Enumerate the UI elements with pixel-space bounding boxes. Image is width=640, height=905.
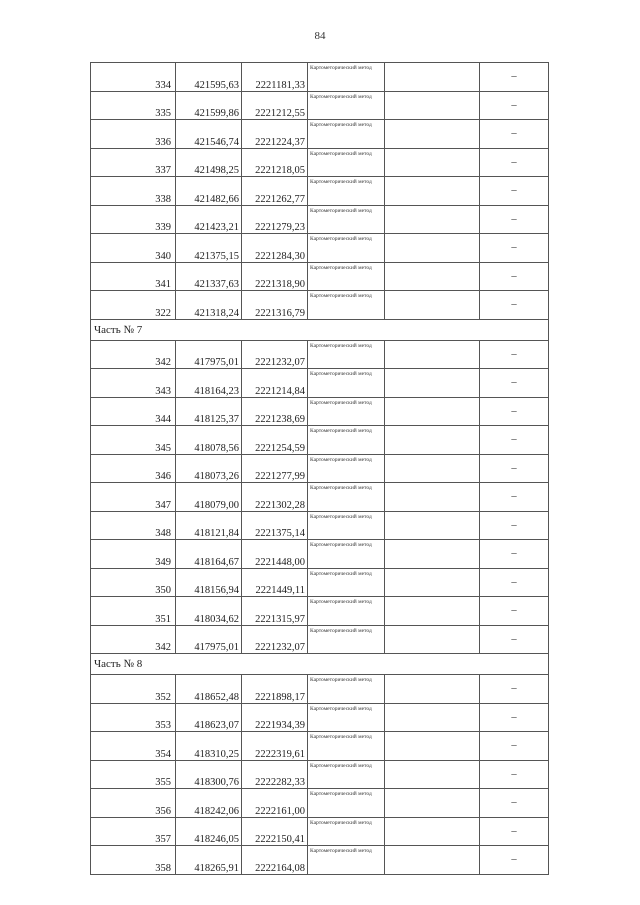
point-number-cell: 357	[91, 817, 176, 846]
y-coordinate-cell: 2221898,17	[242, 675, 308, 704]
y-coordinate-cell: 2221238,69	[242, 397, 308, 426]
empty-cell	[385, 426, 480, 455]
method-cell: Картометорический метод	[308, 291, 385, 320]
y-coordinate-cell: 2221316,79	[242, 291, 308, 320]
point-number-cell: 341	[91, 262, 176, 291]
part-header: Часть № 8	[91, 654, 549, 675]
point-number-cell: 342	[91, 340, 176, 369]
empty-cell	[385, 369, 480, 398]
table-row	[91, 340, 549, 369]
y-coordinate-cell: 2221375,14	[242, 511, 308, 540]
point-number-cell: 356	[91, 789, 176, 818]
y-coordinate-cell: 2222164,08	[242, 846, 308, 875]
table-row	[91, 91, 549, 120]
point-number-cell: 349	[91, 540, 176, 569]
empty-cell	[385, 91, 480, 120]
method-cell: Картометорический метод	[308, 789, 385, 818]
table-row	[91, 483, 549, 512]
y-coordinate-cell: 2221284,30	[242, 234, 308, 263]
point-number-cell: 346	[91, 454, 176, 483]
x-coordinate-cell: 418078,56	[176, 426, 242, 455]
page-number: 84	[314, 30, 326, 42]
accuracy-cell: –	[480, 703, 549, 732]
x-coordinate-cell: 421482,66	[176, 177, 242, 206]
x-coordinate-cell: 418073,26	[176, 454, 242, 483]
table-row	[91, 148, 549, 177]
accuracy-cell: –	[480, 234, 549, 263]
table-row	[91, 625, 549, 654]
point-number-cell: 342	[91, 625, 176, 654]
accuracy-cell: –	[480, 568, 549, 597]
accuracy-cell: –	[480, 91, 549, 120]
x-coordinate-cell: 417975,01	[176, 625, 242, 654]
empty-cell	[385, 703, 480, 732]
x-coordinate-cell: 421423,21	[176, 205, 242, 234]
y-coordinate-cell: 2222319,61	[242, 732, 308, 761]
accuracy-cell: –	[480, 625, 549, 654]
empty-cell	[385, 625, 480, 654]
y-coordinate-cell: 2221318,90	[242, 262, 308, 291]
x-coordinate-cell: 418034,62	[176, 597, 242, 626]
y-coordinate-cell: 2222161,00	[242, 789, 308, 818]
accuracy-cell: –	[480, 340, 549, 369]
table-row	[91, 597, 549, 626]
point-number-cell: 345	[91, 426, 176, 455]
y-coordinate-cell: 2221262,77	[242, 177, 308, 206]
method-cell: Картометорический метод	[308, 540, 385, 569]
accuracy-cell: –	[480, 732, 549, 761]
table-row	[91, 205, 549, 234]
method-cell: Картометорический метод	[308, 369, 385, 398]
table-row	[91, 426, 549, 455]
accuracy-cell: –	[480, 148, 549, 177]
empty-cell	[385, 568, 480, 597]
table-row	[91, 511, 549, 540]
table-row	[91, 397, 549, 426]
x-coordinate-cell: 418125,37	[176, 397, 242, 426]
x-coordinate-cell: 417975,01	[176, 340, 242, 369]
point-number-cell: 348	[91, 511, 176, 540]
method-cell: Картометорический метод	[308, 148, 385, 177]
method-cell: Картометорический метод	[308, 568, 385, 597]
point-number-cell: 347	[91, 483, 176, 512]
x-coordinate-cell: 418164,67	[176, 540, 242, 569]
x-coordinate-cell: 418121,84	[176, 511, 242, 540]
method-cell: Картометорический метод	[308, 340, 385, 369]
table-row	[91, 703, 549, 732]
x-coordinate-cell: 421375,15	[176, 234, 242, 263]
empty-cell	[385, 760, 480, 789]
table-row	[91, 369, 549, 398]
point-number-cell: 343	[91, 369, 176, 398]
method-cell: Картометорический метод	[308, 120, 385, 149]
point-number-cell: 351	[91, 597, 176, 626]
method-cell: Картометорический метод	[308, 511, 385, 540]
y-coordinate-cell: 2221214,84	[242, 369, 308, 398]
y-coordinate-cell: 2221232,07	[242, 340, 308, 369]
table-row	[91, 540, 549, 569]
table-row	[91, 120, 549, 149]
accuracy-cell: –	[480, 63, 549, 92]
empty-cell	[385, 177, 480, 206]
table-row	[91, 234, 549, 263]
table-row	[91, 760, 549, 789]
accuracy-cell: –	[480, 397, 549, 426]
y-coordinate-cell: 2221449,11	[242, 568, 308, 597]
point-number-cell: 354	[91, 732, 176, 761]
part-header-row	[91, 654, 549, 675]
method-cell: Картометорический метод	[308, 703, 385, 732]
empty-cell	[385, 262, 480, 291]
accuracy-cell: –	[480, 760, 549, 789]
point-number-cell: 337	[91, 148, 176, 177]
coordinates-table	[90, 62, 549, 875]
empty-cell	[385, 63, 480, 92]
method-cell: Картометорический метод	[308, 760, 385, 789]
empty-cell	[385, 511, 480, 540]
y-coordinate-cell: 2221279,23	[242, 205, 308, 234]
empty-cell	[385, 789, 480, 818]
table-row	[91, 291, 549, 320]
table-row	[91, 177, 549, 206]
accuracy-cell: –	[480, 426, 549, 455]
table-row	[91, 262, 549, 291]
method-cell: Картометорический метод	[308, 732, 385, 761]
method-cell: Картометорический метод	[308, 817, 385, 846]
point-number-cell: 344	[91, 397, 176, 426]
point-number-cell: 334	[91, 63, 176, 92]
x-coordinate-cell: 418164,23	[176, 369, 242, 398]
coordinates-table-body	[91, 63, 549, 875]
x-coordinate-cell: 418079,00	[176, 483, 242, 512]
point-number-cell: 338	[91, 177, 176, 206]
empty-cell	[385, 540, 480, 569]
y-coordinate-cell: 2222150,41	[242, 817, 308, 846]
method-cell: Картометорический метод	[308, 234, 385, 263]
y-coordinate-cell: 2221448,00	[242, 540, 308, 569]
method-cell: Картометорический метод	[308, 675, 385, 704]
point-number-cell: 355	[91, 760, 176, 789]
x-coordinate-cell: 421546,74	[176, 120, 242, 149]
point-number-cell: 358	[91, 846, 176, 875]
method-cell: Картометорический метод	[308, 846, 385, 875]
y-coordinate-cell: 2221218,05	[242, 148, 308, 177]
accuracy-cell: –	[480, 291, 549, 320]
point-number-cell: 322	[91, 291, 176, 320]
x-coordinate-cell: 418623,07	[176, 703, 242, 732]
empty-cell	[385, 340, 480, 369]
y-coordinate-cell: 2221934,39	[242, 703, 308, 732]
empty-cell	[385, 205, 480, 234]
accuracy-cell: –	[480, 454, 549, 483]
x-coordinate-cell: 418300,76	[176, 760, 242, 789]
table-row	[91, 846, 549, 875]
method-cell: Картометорический метод	[308, 63, 385, 92]
part-header-row	[91, 319, 549, 340]
method-cell: Картометорический метод	[308, 205, 385, 234]
x-coordinate-cell: 418246,05	[176, 817, 242, 846]
accuracy-cell: –	[480, 177, 549, 206]
x-coordinate-cell: 421337,63	[176, 262, 242, 291]
x-coordinate-cell: 418310,25	[176, 732, 242, 761]
y-coordinate-cell: 2221224,37	[242, 120, 308, 149]
point-number-cell: 350	[91, 568, 176, 597]
accuracy-cell: –	[480, 846, 549, 875]
empty-cell	[385, 397, 480, 426]
point-number-cell: 352	[91, 675, 176, 704]
empty-cell	[385, 148, 480, 177]
x-coordinate-cell: 418265,91	[176, 846, 242, 875]
accuracy-cell: –	[480, 817, 549, 846]
y-coordinate-cell: 2221232,07	[242, 625, 308, 654]
method-cell: Картометорический метод	[308, 454, 385, 483]
y-coordinate-cell: 2221181,33	[242, 63, 308, 92]
accuracy-cell: –	[480, 262, 549, 291]
y-coordinate-cell: 2221277,99	[242, 454, 308, 483]
accuracy-cell: –	[480, 789, 549, 818]
accuracy-cell: –	[480, 483, 549, 512]
method-cell: Картометорический метод	[308, 397, 385, 426]
accuracy-cell: –	[480, 120, 549, 149]
empty-cell	[385, 234, 480, 263]
table-row	[91, 817, 549, 846]
method-cell: Картометорический метод	[308, 91, 385, 120]
empty-cell	[385, 454, 480, 483]
y-coordinate-cell: 2222282,33	[242, 760, 308, 789]
empty-cell	[385, 846, 480, 875]
x-coordinate-cell: 421498,25	[176, 148, 242, 177]
method-cell: Картометорический метод	[308, 177, 385, 206]
empty-cell	[385, 732, 480, 761]
y-coordinate-cell: 2221315,97	[242, 597, 308, 626]
y-coordinate-cell: 2221254,59	[242, 426, 308, 455]
method-cell: Картометорический метод	[308, 625, 385, 654]
accuracy-cell: –	[480, 369, 549, 398]
accuracy-cell: –	[480, 675, 549, 704]
empty-cell	[385, 597, 480, 626]
y-coordinate-cell: 2221212,55	[242, 91, 308, 120]
table-row	[91, 732, 549, 761]
point-number-cell: 335	[91, 91, 176, 120]
method-cell: Картометорический метод	[308, 597, 385, 626]
point-number-cell: 339	[91, 205, 176, 234]
x-coordinate-cell: 421595,63	[176, 63, 242, 92]
x-coordinate-cell: 421318,24	[176, 291, 242, 320]
table-row	[91, 568, 549, 597]
accuracy-cell: –	[480, 205, 549, 234]
y-coordinate-cell: 2221302,28	[242, 483, 308, 512]
x-coordinate-cell: 418652,48	[176, 675, 242, 704]
part-header: Часть № 7	[91, 319, 549, 340]
x-coordinate-cell: 418242,06	[176, 789, 242, 818]
empty-cell	[385, 675, 480, 704]
accuracy-cell: –	[480, 511, 549, 540]
point-number-cell: 340	[91, 234, 176, 263]
method-cell: Картометорический метод	[308, 483, 385, 512]
table-row	[91, 63, 549, 92]
table-row	[91, 675, 549, 704]
method-cell: Картометорический метод	[308, 426, 385, 455]
empty-cell	[385, 483, 480, 512]
empty-cell	[385, 817, 480, 846]
point-number-cell: 336	[91, 120, 176, 149]
method-cell: Картометорический метод	[308, 262, 385, 291]
empty-cell	[385, 120, 480, 149]
accuracy-cell: –	[480, 597, 549, 626]
point-number-cell: 353	[91, 703, 176, 732]
accuracy-cell: –	[480, 540, 549, 569]
table-row	[91, 789, 549, 818]
empty-cell	[385, 291, 480, 320]
x-coordinate-cell: 421599,86	[176, 91, 242, 120]
x-coordinate-cell: 418156,94	[176, 568, 242, 597]
table-row	[91, 454, 549, 483]
